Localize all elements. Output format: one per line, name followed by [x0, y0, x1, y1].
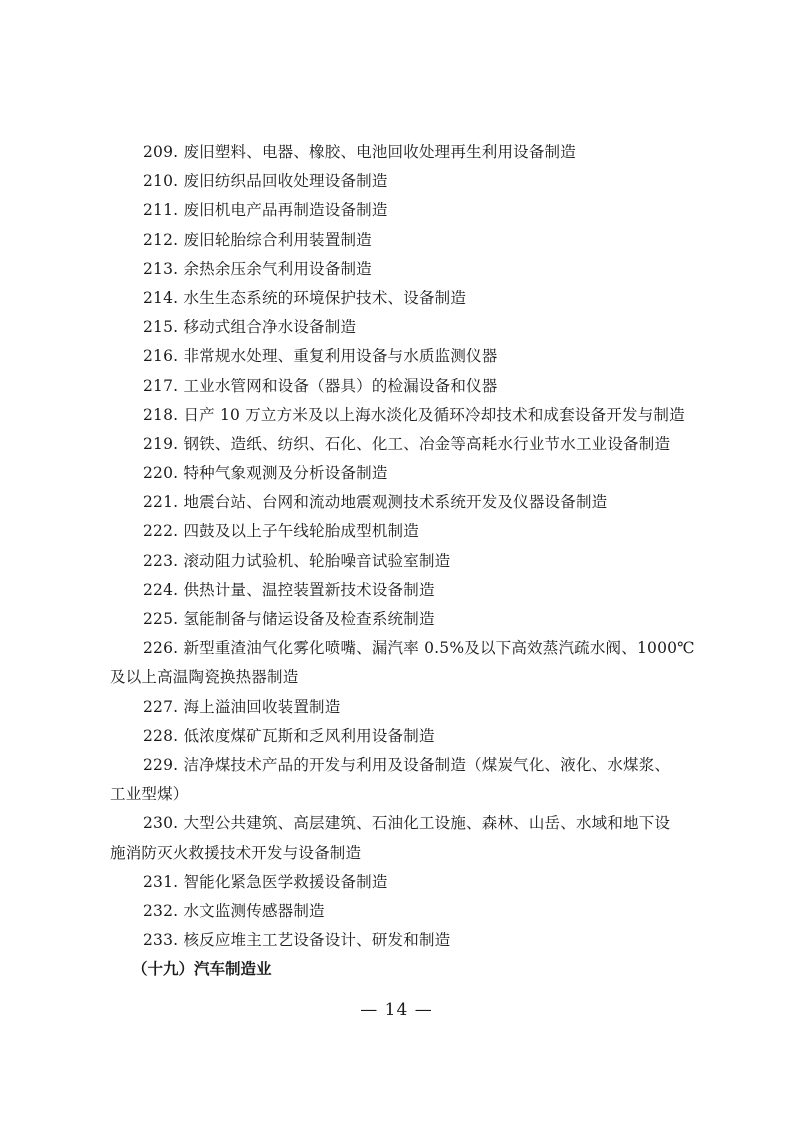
list-item-215: 215. 移动式组合净水设备制造 [143, 318, 357, 337]
list-item-216: 216. 非常规水处理、重复利用设备与水质监测仪器 [143, 347, 498, 366]
list-item-221: 221. 地震台站、台网和流动地震观测技术系统开发及仪器设备制造 [143, 493, 608, 512]
list-item-210: 210. 废旧纺织品回收处理设备制造 [143, 172, 388, 191]
list-item-224: 224. 供热计量、温控装置新技术设备制造 [143, 580, 435, 599]
list-item-227: 227. 海上溢油回收装置制造 [143, 697, 341, 716]
list-item-213: 213. 余热余压余气利用设备制造 [143, 259, 372, 278]
list-item-229: 229. 洁净煤技术产品的开发与利用及设备制造（煤炭气化、液化、水煤浆、 [143, 755, 671, 774]
list-item-217: 217. 工业水管网和设备（器具）的检漏设备和仪器 [143, 376, 498, 395]
list-item-230: 230. 大型公共建筑、高层建筑、石油化工设施、森林、山岳、水域和地下设 [143, 814, 671, 833]
list-item-230-continued: 施消防灭火救援技术开发与设备制造 [110, 843, 362, 862]
list-item-233: 233. 核反应堆主工艺设备设计、研发和制造 [143, 931, 451, 950]
list-item-225: 225. 氢能制备与储运设备及检查系统制造 [143, 610, 435, 628]
list-item-219: 219. 钢铁、造纸、纺织、石化、化工、冶金等高耗水行业节水工业设备制造 [143, 434, 671, 453]
page-number: — 14 — [360, 1000, 433, 1020]
list-item-209: 209. 废旧塑料、电器、橡胶、电池回收处理再生利用设备制造 [143, 143, 576, 161]
list-item-228: 228. 低浓度煤矿瓦斯和乏风利用设备制造 [143, 726, 435, 745]
list-item-211: 211. 废旧机电产品再制造设备制造 [143, 201, 388, 220]
list-item-226-continued: 及以上高温陶瓷换热器制造 [110, 668, 299, 687]
list-item-220: 220. 特种气象观测及分析设备制造 [143, 464, 388, 483]
list-item-232: 232. 水文监测传感器制造 [143, 901, 325, 920]
list-item-218: 218. 日产 10 万立方米及以上海水淡化及循环冷却技术和成套设备开发与制造 [143, 405, 685, 424]
list-item-212: 212. 废旧轮胎综合利用装置制造 [143, 230, 372, 249]
list-item-229-continued: 工业型煤） [110, 785, 189, 804]
list-item-226: 226. 新型重渣油气化雾化喷嘴、漏汽率 0.5%及以下高效蒸汽疏水阀、1000℃ [143, 639, 695, 658]
section-heading: （十九）汽车制造业 [132, 960, 272, 979]
item-list [110, 138, 695, 984]
list-item-231: 231. 智能化紧急医学救援设备制造 [143, 872, 388, 891]
list-item-222: 222. 四鼓及以上子午线轮胎成型机制造 [143, 522, 419, 541]
list-item-223: 223. 滚动阻力试验机、轮胎噪音试验室制造 [143, 551, 451, 570]
list-item-214: 214. 水生生态系统的环境保护技术、设备制造 [143, 288, 467, 307]
